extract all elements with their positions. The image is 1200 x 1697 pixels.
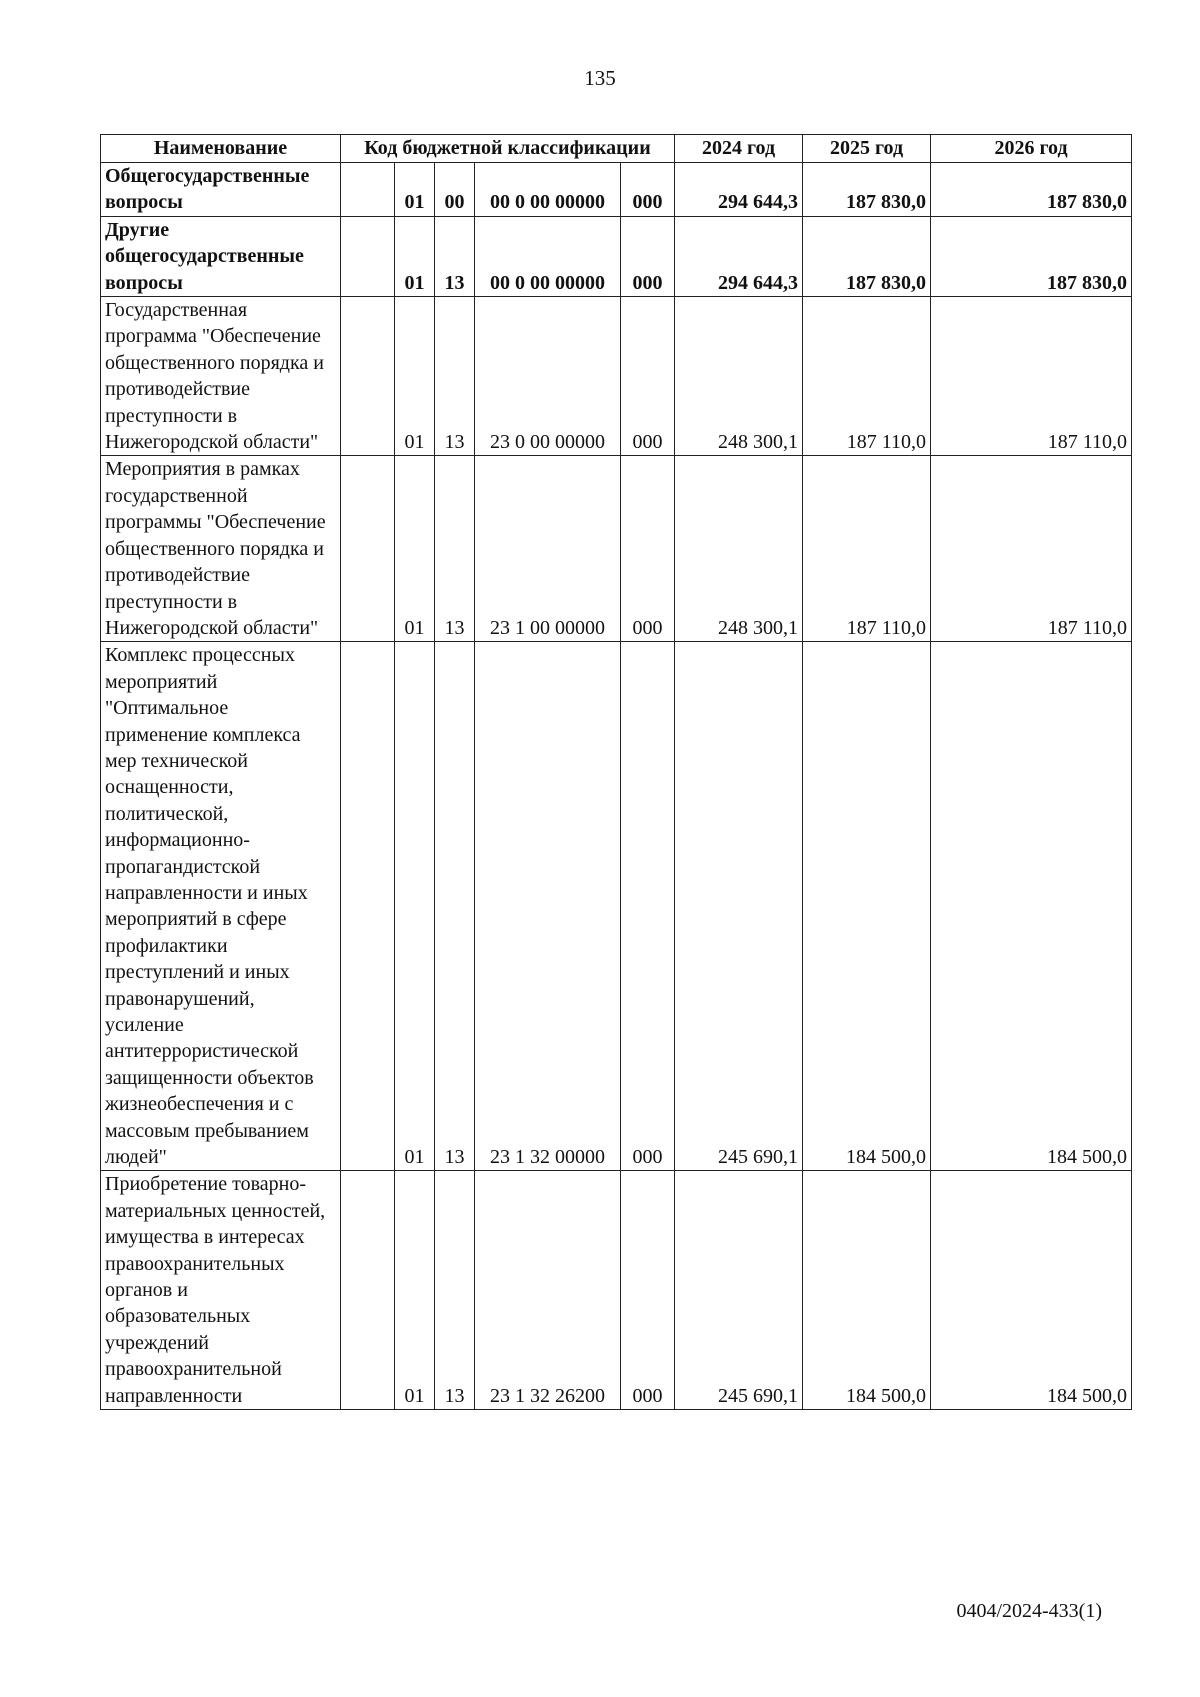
- code-empty: [341, 642, 395, 1171]
- value-2025: 187 830,0: [803, 216, 931, 296]
- value-2024: 294 644,3: [675, 163, 803, 217]
- page-number: 135: [584, 66, 616, 90]
- value-2026: 187 830,0: [931, 163, 1132, 217]
- value-2026: 184 500,0: [931, 1171, 1132, 1410]
- code-subsection: 13: [435, 297, 475, 456]
- code-section: 01: [395, 216, 435, 296]
- value-2024: 294 644,3: [675, 216, 803, 296]
- code-type: 000: [621, 216, 675, 296]
- code-subsection: 13: [435, 456, 475, 642]
- code-subsection: 00: [435, 163, 475, 217]
- row-name: Приобретение товарно-материальных ценностей, имущества в интересах правоохранительных органов и образовательных учреждений правоохранительной направленности: [101, 1171, 341, 1410]
- document-number: 0404/2024-433(1): [956, 1600, 1102, 1622]
- header-name: Наименование: [101, 135, 341, 163]
- row-name: Другие общегосударственные вопросы: [101, 216, 341, 296]
- table-row: [101, 456, 1132, 642]
- code-target: 23 1 00 00000: [475, 456, 621, 642]
- row-name: Государственная программа "Обеспечение общественного порядка и противодействие преступности в Нижегородской области": [101, 297, 341, 456]
- code-target: 23 1 32 00000: [475, 642, 621, 1171]
- table-row: [101, 1171, 1132, 1410]
- value-2026: 187 110,0: [931, 297, 1132, 456]
- value-2025: 187 110,0: [803, 297, 931, 456]
- header-2026: 2026 год: [931, 135, 1132, 163]
- code-type: 000: [621, 163, 675, 217]
- row-name: Общегосударственные вопросы: [101, 163, 341, 217]
- code-empty: [341, 1171, 395, 1410]
- code-subsection: 13: [435, 1171, 475, 1410]
- code-empty: [341, 163, 395, 217]
- table-row: [101, 216, 1132, 296]
- value-2025: 184 500,0: [803, 1171, 931, 1410]
- table-row: [101, 297, 1132, 456]
- code-empty: [341, 456, 395, 642]
- value-2024: 248 300,1: [675, 456, 803, 642]
- value-2024: 245 690,1: [675, 642, 803, 1171]
- header-code: Код бюджетной классификации: [341, 135, 675, 163]
- code-empty: [341, 297, 395, 456]
- value-2024: 248 300,1: [675, 297, 803, 456]
- code-target: 23 1 32 26200: [475, 1171, 621, 1410]
- code-empty: [341, 216, 395, 296]
- value-2025: 184 500,0: [803, 642, 931, 1171]
- code-target: 00 0 00 00000: [475, 163, 621, 217]
- code-section: 01: [395, 456, 435, 642]
- code-type: 000: [621, 456, 675, 642]
- table-row: [101, 163, 1132, 217]
- header-2025: 2025 год: [803, 135, 931, 163]
- value-2024: 245 690,1: [675, 1171, 803, 1410]
- code-section: 01: [395, 297, 435, 456]
- table-header-row: [101, 135, 1132, 163]
- header-2024: 2024 год: [675, 135, 803, 163]
- table-row: [101, 642, 1132, 1171]
- code-target: 23 0 00 00000: [475, 297, 621, 456]
- code-section: 01: [395, 163, 435, 217]
- value-2026: 187 110,0: [931, 456, 1132, 642]
- value-2025: 187 830,0: [803, 163, 931, 217]
- code-section: 01: [395, 1171, 435, 1410]
- value-2026: 187 830,0: [931, 216, 1132, 296]
- code-type: 000: [621, 297, 675, 456]
- code-section: 01: [395, 642, 435, 1171]
- budget-table: [100, 134, 1132, 1410]
- code-type: 000: [621, 642, 675, 1171]
- row-name: Комплекс процессных мероприятий "Оптимальное применение комплекса мер технической оснащенности, политической, информационно-пропагандистской направленности и иных мероприятий в сфере профилактики преступлений и иных правонарушений, усиление антитеррористической защищенности объектов жизнеобеспечения и с массовым пребыванием людей": [101, 642, 341, 1171]
- code-subsection: 13: [435, 216, 475, 296]
- code-subsection: 13: [435, 642, 475, 1171]
- row-name: Мероприятия в рамках государственной программы "Обеспечение общественного порядка и противодействие преступности в Нижегородской области": [101, 456, 341, 642]
- code-type: 000: [621, 1171, 675, 1410]
- value-2025: 187 110,0: [803, 456, 931, 642]
- value-2026: 184 500,0: [931, 642, 1132, 1171]
- code-target: 00 0 00 00000: [475, 216, 621, 296]
